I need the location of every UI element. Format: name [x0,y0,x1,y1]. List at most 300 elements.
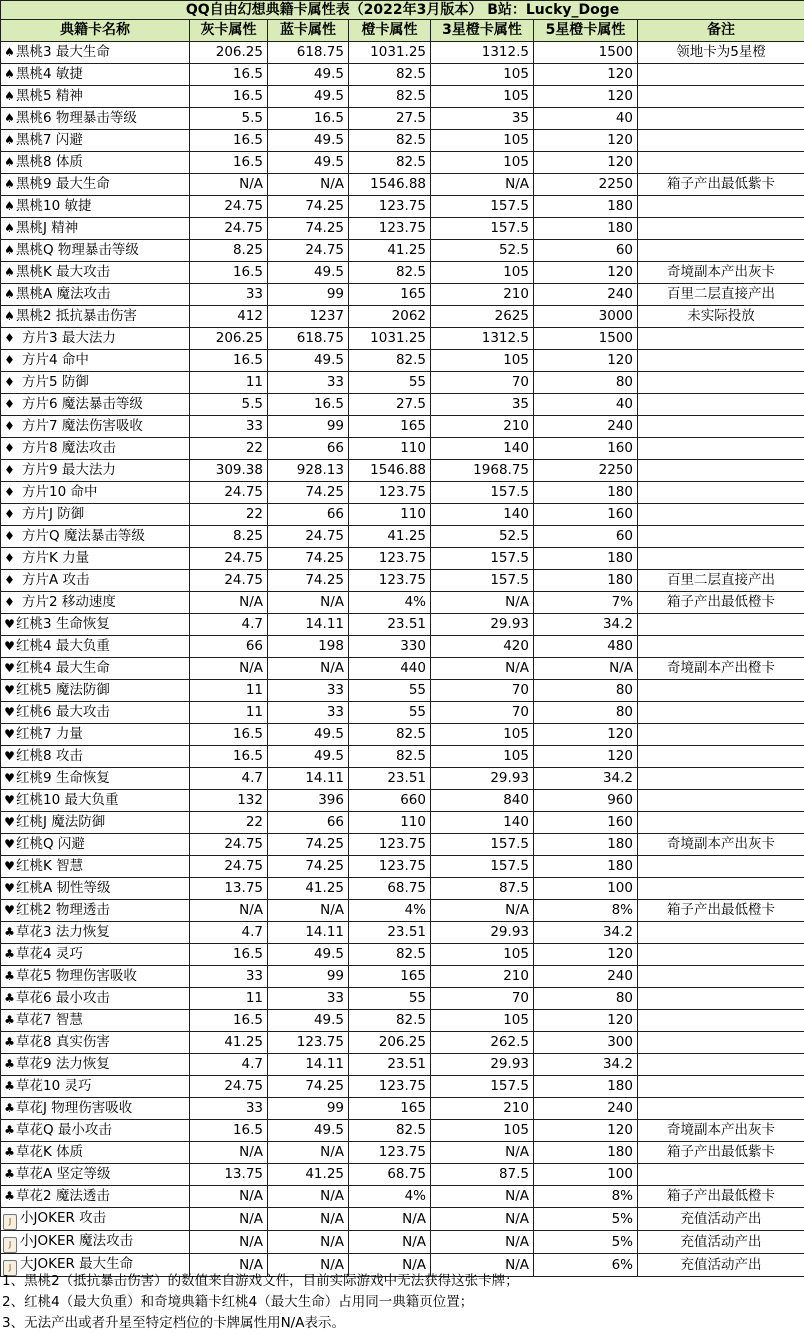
blue-value-cell: 99 [268,284,349,306]
remark-cell [638,702,804,724]
card-name-cell [1,724,190,746]
3star-orange-value-cell: 105 [431,86,534,108]
gray-value-cell: N/A [190,1186,268,1208]
card-name: 红桃A 韧性等级 [16,880,111,896]
remark-cell: 箱子产出最低橙卡 [638,1186,804,1208]
blue-value-cell: N/A [268,592,349,614]
gray-value-cell: 24.75 [190,834,268,856]
remark-cell [638,372,804,394]
card-name: 草花2 魔法透击 [16,1188,110,1204]
5star-orange-value-cell: 160 [534,438,638,460]
orange-value-cell: 4% [349,592,431,614]
5star-orange-value-cell: 240 [534,1098,638,1120]
5star-orange-value-cell: 160 [534,812,638,834]
blue-value-cell: 49.5 [268,152,349,174]
remark-cell: 奇境副本产出灰卡 [638,834,804,856]
gray-value-cell: N/A [190,658,268,680]
card-name: 方片7 魔法伤害吸收 [22,418,143,434]
card-name: 红桃7 力量 [16,726,83,742]
blue-value-cell: 74.25 [268,482,349,504]
card-name-cell [1,680,190,702]
3star-orange-value-cell: 1312.5 [431,328,534,350]
orange-value-cell: 4% [349,900,431,922]
card-name-cell [1,108,190,130]
3star-orange-value-cell: 210 [431,1098,534,1120]
card-name-cell [1,350,190,372]
gray-value-cell: 16.5 [190,86,268,108]
table-row [1,548,804,570]
gray-value-cell: N/A [190,1254,268,1277]
gray-value-cell: 4.7 [190,922,268,944]
card-name-cell [1,1186,190,1208]
3star-orange-value-cell: 105 [431,262,534,284]
3star-orange-value-cell: 105 [431,1010,534,1032]
table-row [1,768,804,790]
blue-value-cell: 74.25 [268,1076,349,1098]
card-name: 小JOKER 攻击 [20,1210,106,1226]
card-name-cell [1,130,190,152]
diamond-icon: ♦ [3,526,16,547]
card-name-cell [1,152,190,174]
spade-icon: ♠ [3,218,16,239]
3star-orange-value-cell: 105 [431,746,534,768]
table-row [1,394,804,416]
remark-cell [638,680,804,702]
blue-value-cell: 14.11 [268,768,349,790]
spade-icon: ♠ [3,284,16,305]
blue-value-cell: 74.25 [268,834,349,856]
3star-orange-value-cell: 70 [431,372,534,394]
gray-value-cell: 4.7 [190,1054,268,1076]
3star-orange-value-cell: 29.93 [431,922,534,944]
orange-value-cell: 123.75 [349,1142,431,1164]
remark-cell: 充值活动产出 [638,1254,804,1277]
remark-cell [638,328,804,350]
5star-orange-value-cell: 40 [534,108,638,130]
blue-value-cell: N/A [268,1231,349,1254]
blue-value-cell: 66 [268,504,349,526]
remark-cell [638,526,804,548]
remark-cell [638,922,804,944]
remark-cell [638,460,804,482]
5star-orange-value-cell: 180 [534,1142,638,1164]
gray-value-cell: 8.25 [190,240,268,262]
3star-orange-value-cell: 105 [431,152,534,174]
table-row [1,86,804,108]
card-name: 草花J 物理伤害吸收 [16,1100,132,1116]
table-row [1,966,804,988]
blue-value-cell: 74.25 [268,570,349,592]
5star-orange-value-cell: 480 [534,636,638,658]
5star-orange-value-cell: 80 [534,680,638,702]
table-row [1,1032,804,1054]
card-name-cell [1,878,190,900]
5star-orange-value-cell: 240 [534,284,638,306]
3star-orange-value-cell: N/A [431,658,534,680]
orange-value-cell: 1031.25 [349,328,431,350]
5star-orange-value-cell: 120 [534,86,638,108]
club-icon: ♣ [3,944,16,965]
orange-value-cell: 23.51 [349,1054,431,1076]
5star-orange-value-cell: 60 [534,240,638,262]
table-row [1,592,804,614]
gray-value-cell: 24.75 [190,570,268,592]
orange-value-cell: 660 [349,790,431,812]
table-row [1,1186,804,1208]
table-row [1,1098,804,1120]
card-name-cell [1,504,190,526]
gray-value-cell: 16.5 [190,350,268,372]
diamond-icon: ♦ [3,328,16,349]
table-row [1,636,804,658]
blue-value-cell: N/A [268,174,349,196]
gray-value-cell: 206.25 [190,42,268,64]
5star-orange-value-cell: 180 [534,548,638,570]
gray-value-cell: 4.7 [190,768,268,790]
card-name-cell [1,988,190,1010]
heart-icon: ♥ [3,856,16,877]
remark-cell [638,636,804,658]
card-name: 草花8 真实伤害 [16,1034,110,1050]
card-name: 红桃J 魔法防御 [16,814,105,830]
header-3star-orange: 3星橙卡属性 [431,20,534,42]
card-name-cell [1,1164,190,1186]
orange-value-cell: 82.5 [349,350,431,372]
orange-value-cell: 110 [349,438,431,460]
orange-value-cell: 82.5 [349,64,431,86]
table-row [1,1054,804,1076]
remark-cell: 奇境副本产出橙卡 [638,658,804,680]
3star-orange-value-cell: 105 [431,944,534,966]
card-name: 草花6 最小攻击 [16,990,110,1006]
orange-value-cell: 27.5 [349,108,431,130]
card-name-cell [1,1010,190,1032]
table-row [1,614,804,636]
gray-value-cell: N/A [190,1231,268,1254]
club-icon: ♣ [3,1076,16,1097]
card-name-cell [1,592,190,614]
table-row [1,944,804,966]
card-name: 红桃10 最大负重 [16,792,118,808]
remark-cell: 箱子产出最低紫卡 [638,174,804,196]
3star-orange-value-cell: 105 [431,724,534,746]
remark-cell: 未实际投放 [638,306,804,328]
header-card-name: 典籍卡名称 [1,20,190,42]
3star-orange-value-cell: N/A [431,592,534,614]
card-name-cell [1,790,190,812]
blue-value-cell: 49.5 [268,86,349,108]
blue-value-cell: 33 [268,372,349,394]
gray-value-cell: 16.5 [190,64,268,86]
diamond-icon: ♦ [3,438,16,459]
blue-value-cell: 49.5 [268,350,349,372]
5star-orange-value-cell: 34.2 [534,768,638,790]
header-remarks: 备注 [638,20,804,42]
title-row [1,1,804,20]
header-gray: 灰卡属性 [190,20,268,42]
card-name: 黑桃8 体质 [16,154,83,170]
5star-orange-value-cell: 5% [534,1208,638,1231]
orange-value-cell: 82.5 [349,152,431,174]
3star-orange-value-cell: 29.93 [431,614,534,636]
card-name-cell [1,394,190,416]
5star-orange-value-cell: 1500 [534,42,638,64]
3star-orange-value-cell: 157.5 [431,570,534,592]
orange-value-cell: 2062 [349,306,431,328]
orange-value-cell: 330 [349,636,431,658]
table-row [1,900,804,922]
blue-value-cell: 14.11 [268,614,349,636]
card-name-cell [1,1076,190,1098]
card-name-cell [1,746,190,768]
card-name: 草花A 坚定等级 [16,1166,111,1182]
blue-value-cell: N/A [268,900,349,922]
gray-value-cell: 16.5 [190,724,268,746]
5star-orange-value-cell: 120 [534,1010,638,1032]
5star-orange-value-cell: 180 [534,482,638,504]
orange-value-cell: N/A [349,1208,431,1231]
spade-icon: ♠ [3,42,16,63]
blue-value-cell: 33 [268,680,349,702]
3star-orange-value-cell: 52.5 [431,240,534,262]
3star-orange-value-cell: 29.93 [431,768,534,790]
table-row [1,1120,804,1142]
5star-orange-value-cell: 1500 [534,328,638,350]
card-name-cell [1,944,190,966]
5star-orange-value-cell: 2250 [534,460,638,482]
remark-cell [638,1164,804,1186]
blue-value-cell: 618.75 [268,328,349,350]
orange-value-cell: 27.5 [349,394,431,416]
spade-icon: ♠ [3,152,16,173]
card-name-cell [1,328,190,350]
5star-orange-value-cell: 5% [534,1231,638,1254]
card-name: 方片3 最大法力 [22,330,116,346]
header-5star-orange: 5星橙卡属性 [534,20,638,42]
remark-cell [638,416,804,438]
remark-cell: 奇境副本产出灰卡 [638,262,804,284]
card-name-cell [1,702,190,724]
blue-value-cell: 618.75 [268,42,349,64]
card-name: 红桃4 最大负重 [16,638,110,654]
remark-cell: 箱子产出最低橙卡 [638,900,804,922]
table-row [1,1231,804,1254]
table-row [1,724,804,746]
sheet-title: QQ自由幻想典籍卡属性表（2022年3月版本） B站：Lucky_Doge [1,1,804,20]
club-icon: ♣ [3,922,16,943]
card-name-cell [1,196,190,218]
orange-value-cell: 123.75 [349,856,431,878]
gray-value-cell: 412 [190,306,268,328]
gray-value-cell: 16.5 [190,1010,268,1032]
card-name: 小JOKER 魔法攻击 [20,1233,133,1249]
5star-orange-value-cell: 240 [534,966,638,988]
orange-value-cell: 123.75 [349,548,431,570]
blue-value-cell: 99 [268,966,349,988]
blue-value-cell: N/A [268,1254,349,1277]
card-name-cell [1,42,190,64]
table-row [1,878,804,900]
gray-value-cell: 5.5 [190,394,268,416]
card-name-cell [1,658,190,680]
table-row [1,922,804,944]
orange-value-cell: 165 [349,416,431,438]
orange-value-cell: 82.5 [349,944,431,966]
remark-cell: 领地卡为5星橙 [638,42,804,64]
spade-icon: ♠ [3,64,16,85]
orange-value-cell: 55 [349,372,431,394]
5star-orange-value-cell: 120 [534,746,638,768]
remark-cell [638,790,804,812]
5star-orange-value-cell: 100 [534,878,638,900]
orange-value-cell: 41.25 [349,526,431,548]
card-name: 方片Q 魔法暴击等级 [22,528,145,544]
heart-icon: ♥ [3,746,16,767]
heart-icon: ♥ [3,680,16,701]
card-name-cell [1,768,190,790]
card-name: 方片K 力量 [22,550,89,566]
3star-orange-value-cell: 157.5 [431,856,534,878]
orange-value-cell: 68.75 [349,1164,431,1186]
heart-icon: ♥ [3,724,16,745]
card-name-cell [1,636,190,658]
club-icon: ♣ [3,988,16,1009]
card-name: 方片4 命中 [22,352,89,368]
orange-value-cell: 23.51 [349,614,431,636]
spade-icon: ♠ [3,262,16,283]
remark-cell [638,1098,804,1120]
card-name: 大JOKER 最大生命 [20,1256,133,1272]
heart-icon: ♥ [3,790,16,811]
gray-value-cell: 16.5 [190,130,268,152]
table-row [1,196,804,218]
remark-cell [638,64,804,86]
club-icon: ♣ [3,1142,16,1163]
diamond-icon: ♦ [3,482,16,503]
3star-orange-value-cell: N/A [431,1208,534,1231]
3star-orange-value-cell: 29.93 [431,1054,534,1076]
blue-value-cell: N/A [268,1142,349,1164]
card-name-cell [1,372,190,394]
5star-orange-value-cell: 120 [534,724,638,746]
remark-cell [638,878,804,900]
3star-orange-value-cell: 420 [431,636,534,658]
gray-value-cell: 4.7 [190,614,268,636]
card-name-cell [1,240,190,262]
gray-value-cell: 13.75 [190,878,268,900]
spade-icon: ♠ [3,86,16,107]
5star-orange-value-cell: 80 [534,702,638,724]
orange-value-cell: 82.5 [349,1010,431,1032]
table-row [1,262,804,284]
diamond-icon: ♦ [3,504,16,525]
gray-value-cell: 24.75 [190,196,268,218]
gray-value-cell: 24.75 [190,218,268,240]
5star-orange-value-cell: 2250 [534,174,638,196]
orange-value-cell: 23.51 [349,922,431,944]
orange-value-cell: 123.75 [349,1076,431,1098]
5star-orange-value-cell: 180 [534,570,638,592]
card-name: 草花Q 最小攻击 [16,1122,112,1138]
3star-orange-value-cell: 105 [431,64,534,86]
blue-value-cell: 24.75 [268,240,349,262]
card-name: 黑桃K 最大攻击 [16,264,110,280]
card-name: 方片8 魔法攻击 [22,440,116,456]
card-name: 方片2 移动速度 [22,594,116,610]
footnote: 1、黑桃2（抵抗暴击伤害）的数值来自游戏文件，目前实际游戏中无法获得这张卡牌； [2,1271,802,1292]
3star-orange-value-cell: 157.5 [431,218,534,240]
remark-cell [638,152,804,174]
remark-cell [638,108,804,130]
orange-value-cell: 68.75 [349,878,431,900]
card-name: 黑桃2 抵抗暴击伤害 [16,308,137,324]
card-name-cell [1,1098,190,1120]
card-name: 方片10 命中 [22,484,97,500]
5star-orange-value-cell: 160 [534,504,638,526]
3star-orange-value-cell: N/A [431,900,534,922]
5star-orange-value-cell: 3000 [534,306,638,328]
blue-value-cell: 14.11 [268,922,349,944]
spade-icon: ♠ [3,130,16,151]
table-row [1,64,804,86]
table-row [1,42,804,64]
table-row [1,306,804,328]
table-row [1,1208,804,1231]
table-row [1,504,804,526]
blue-value-cell: 49.5 [268,1120,349,1142]
5star-orange-value-cell: 80 [534,988,638,1010]
card-name: 草花9 法力恢复 [16,1056,110,1072]
orange-value-cell: 1031.25 [349,42,431,64]
blue-value-cell: 74.25 [268,548,349,570]
table-row [1,1076,804,1098]
orange-value-cell: N/A [349,1231,431,1254]
card-name: 黑桃3 最大生命 [16,44,110,60]
table-row [1,702,804,724]
blue-value-cell: 16.5 [268,108,349,130]
gray-value-cell: 24.75 [190,482,268,504]
card-name-cell [1,922,190,944]
orange-value-cell: 123.75 [349,218,431,240]
club-icon: ♣ [3,966,16,987]
remark-cell: 奇境副本产出灰卡 [638,1120,804,1142]
gray-value-cell: N/A [190,592,268,614]
3star-orange-value-cell: 105 [431,350,534,372]
heart-icon: ♥ [3,658,16,679]
blue-value-cell: N/A [268,1186,349,1208]
table-row [1,834,804,856]
remark-cell [638,966,804,988]
card-name: 草花7 智慧 [16,1012,83,1028]
gray-value-cell: 11 [190,702,268,724]
orange-value-cell: 165 [349,1098,431,1120]
gray-value-cell: 206.25 [190,328,268,350]
blue-value-cell: 74.25 [268,856,349,878]
remark-cell: 充值活动产出 [638,1208,804,1231]
3star-orange-value-cell: 87.5 [431,1164,534,1186]
remark-cell [638,196,804,218]
blue-value-cell: 49.5 [268,262,349,284]
5star-orange-value-cell: 180 [534,218,638,240]
3star-orange-value-cell: 2625 [431,306,534,328]
3star-orange-value-cell: N/A [431,1254,534,1277]
3star-orange-value-cell: 105 [431,130,534,152]
card-name: 红桃2 物理透击 [16,902,110,918]
table-row [1,108,804,130]
remark-cell [638,1054,804,1076]
gray-value-cell: 22 [190,438,268,460]
table-row [1,1142,804,1164]
